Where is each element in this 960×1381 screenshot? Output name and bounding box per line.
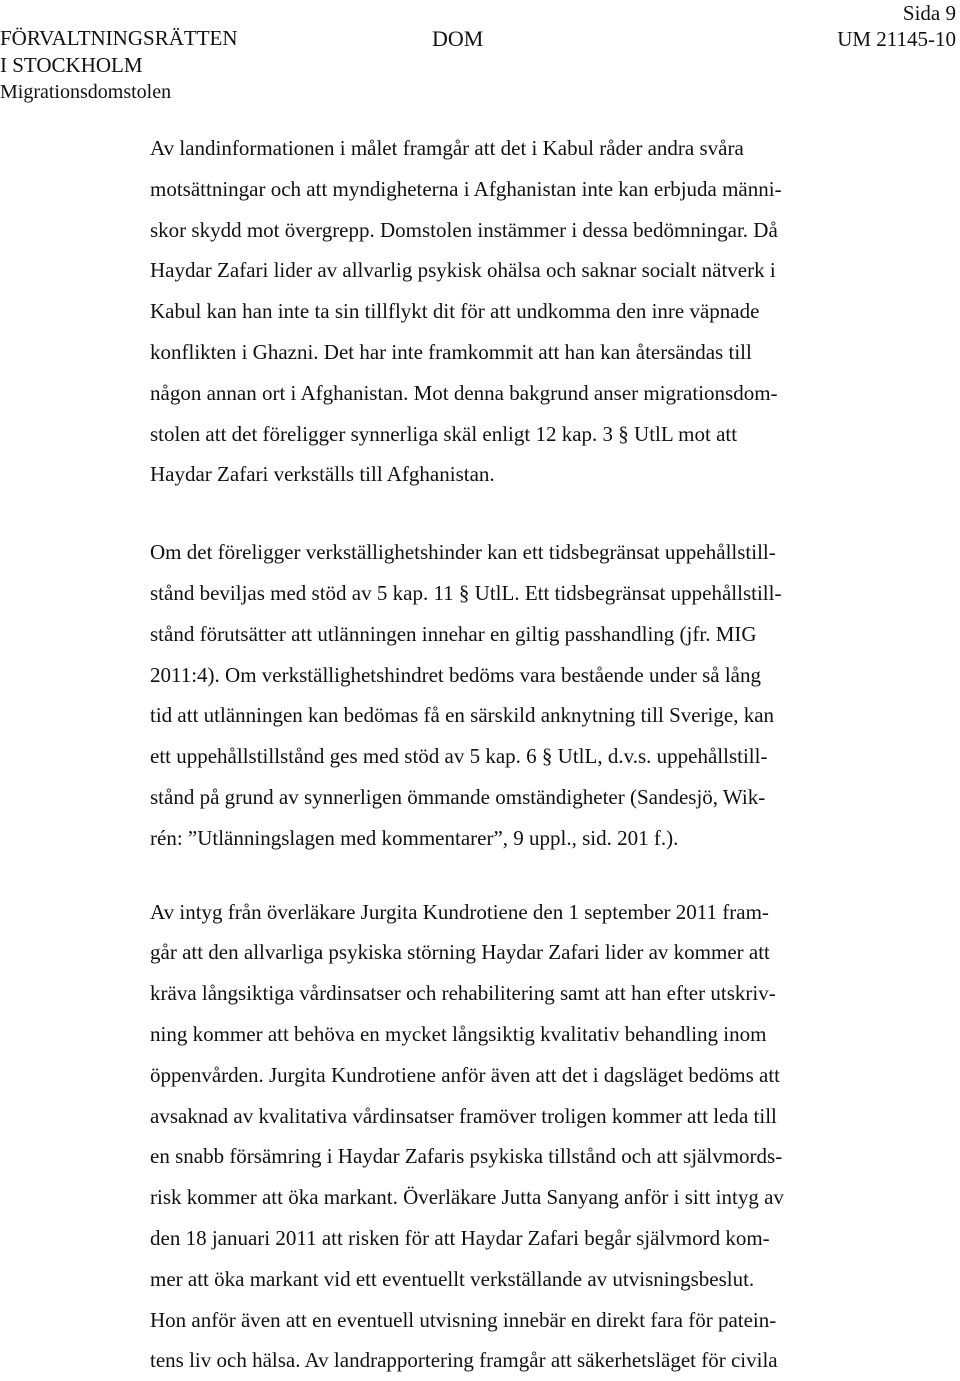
- text-line: Av landinformationen i målet framgår att det i Kabul råder andra svåra: [150, 136, 744, 160]
- text-line: ning kommer att behöva en mycket långsiktig kvalitativ behandling inom: [150, 1021, 767, 1046]
- text-line: risk kommer att öka markant. Överläkare Jutta Sanyang anför i sitt intyg av: [150, 1185, 784, 1210]
- page-reference-block: [837, 0, 956, 52]
- text-line: stånd beviljas med stöd av 5 kap. 11 § UtlL. Ett tidsbegränsat uppehållstill-: [150, 580, 782, 605]
- text-line: Hon anför även att en eventuell utvisning innebär en direkt fara för patein-: [150, 1307, 777, 1332]
- document-type: DOM: [432, 26, 484, 51]
- text-line: går att den allvarliga psykiska störning Haydar Zafari lider av kommer att: [150, 940, 770, 965]
- text-line: Haydar Zafari lider av allvarlig psykisk ohälsa och saknar socialt nätverk i: [150, 258, 776, 283]
- text-line: ett uppehållstillstånd ges med stöd av 5 kap. 6 § UtlL, d.v.s. uppehållstill-: [150, 744, 768, 769]
- text-line: tens liv och hälsa. Av landrapportering framgår att säkerhetsläget för civila: [150, 1348, 778, 1373]
- text-line: stånd förutsätter att utlänningen innehar en giltig passhandling (jfr. MIG: [150, 621, 757, 646]
- text-line: avsaknad av kvalitativa vårdinsatser framöver troligen kommer att leda till: [150, 1103, 777, 1128]
- text-line: 2011:4). Om verkställighetshindret bedöms vara bestående under så lång: [150, 662, 761, 687]
- text-line: motsättningar och att myndigheterna i Afghanistan inte kan erbjuda männi-: [150, 176, 782, 201]
- court-name-line-2: I STOCKHOLM: [0, 53, 143, 77]
- text-line: någon annan ort i Afghanistan. Mot denna bakgrund anser migrationsdom-: [150, 380, 778, 405]
- case-number: UM 21145-10: [837, 27, 956, 51]
- text-line: rén: ”Utlänningslagen med kommentarer”, 9 uppl., sid. 201 f.).: [150, 825, 679, 850]
- text-line: öppenvården. Jurgita Kundrotiene anför även att det i dagsläget bedöms att: [150, 1062, 780, 1087]
- court-name-line-1: FÖRVALTNINGSRÄTTEN: [0, 26, 238, 50]
- text-line: Av intyg från överläkare Jurgita Kundrotiene den 1 september 2011 fram-: [150, 899, 769, 924]
- text-line: Kabul kan han inte ta sin tillflykt dit för att undkomma den inre väpnade: [150, 299, 760, 324]
- text-line: tid att utlänningen kan bedömas få en särskild anknytning till Sverige, kan: [150, 703, 775, 728]
- text-line: en snabb försämring i Haydar Zafaris psykiska tillstånd och att självmords-: [150, 1144, 783, 1169]
- text-line: Om det föreligger verkställighetshinder kan ett tidsbegränsat uppehållstill-: [150, 540, 776, 565]
- text-line: stånd på grund av synnerligen ömmande omständigheter (Sandesjö, Wik-: [150, 784, 766, 809]
- court-division: Migrationsdomstolen: [0, 81, 172, 103]
- text-line: Haydar Zafari verkställs till Afghanistan.: [150, 462, 495, 487]
- text-line: skor skydd mot övergrepp. Domstolen instämmer i dessa bedömningar. Då: [150, 217, 778, 242]
- document-body: [150, 128, 870, 1381]
- text-line: kräva långsiktiga vårdinsatser och rehabilitering samt att han efter utskriv-: [150, 981, 776, 1006]
- court-name-block: [0, 25, 238, 106]
- paragraph-residence-permit: [150, 532, 870, 858]
- text-line: den 18 januari 2011 att risken för att Haydar Zafari begår självmord kom-: [150, 1225, 770, 1250]
- text-line: konflikten i Ghazni. Det har inte framkommit att han kan återsändas till: [150, 339, 752, 364]
- page-number: Sida 9: [902, 1, 956, 25]
- text-line: mer att öka markant vid ett eventuellt verkställande av utvisningsbeslut.: [150, 1266, 755, 1291]
- paragraph-country-information: [150, 128, 870, 495]
- paragraph-medical-certificate: [150, 892, 870, 1381]
- text-line: stolen att det föreligger synnerliga skäl enligt 12 kap. 3 § UtlL mot att: [150, 421, 738, 446]
